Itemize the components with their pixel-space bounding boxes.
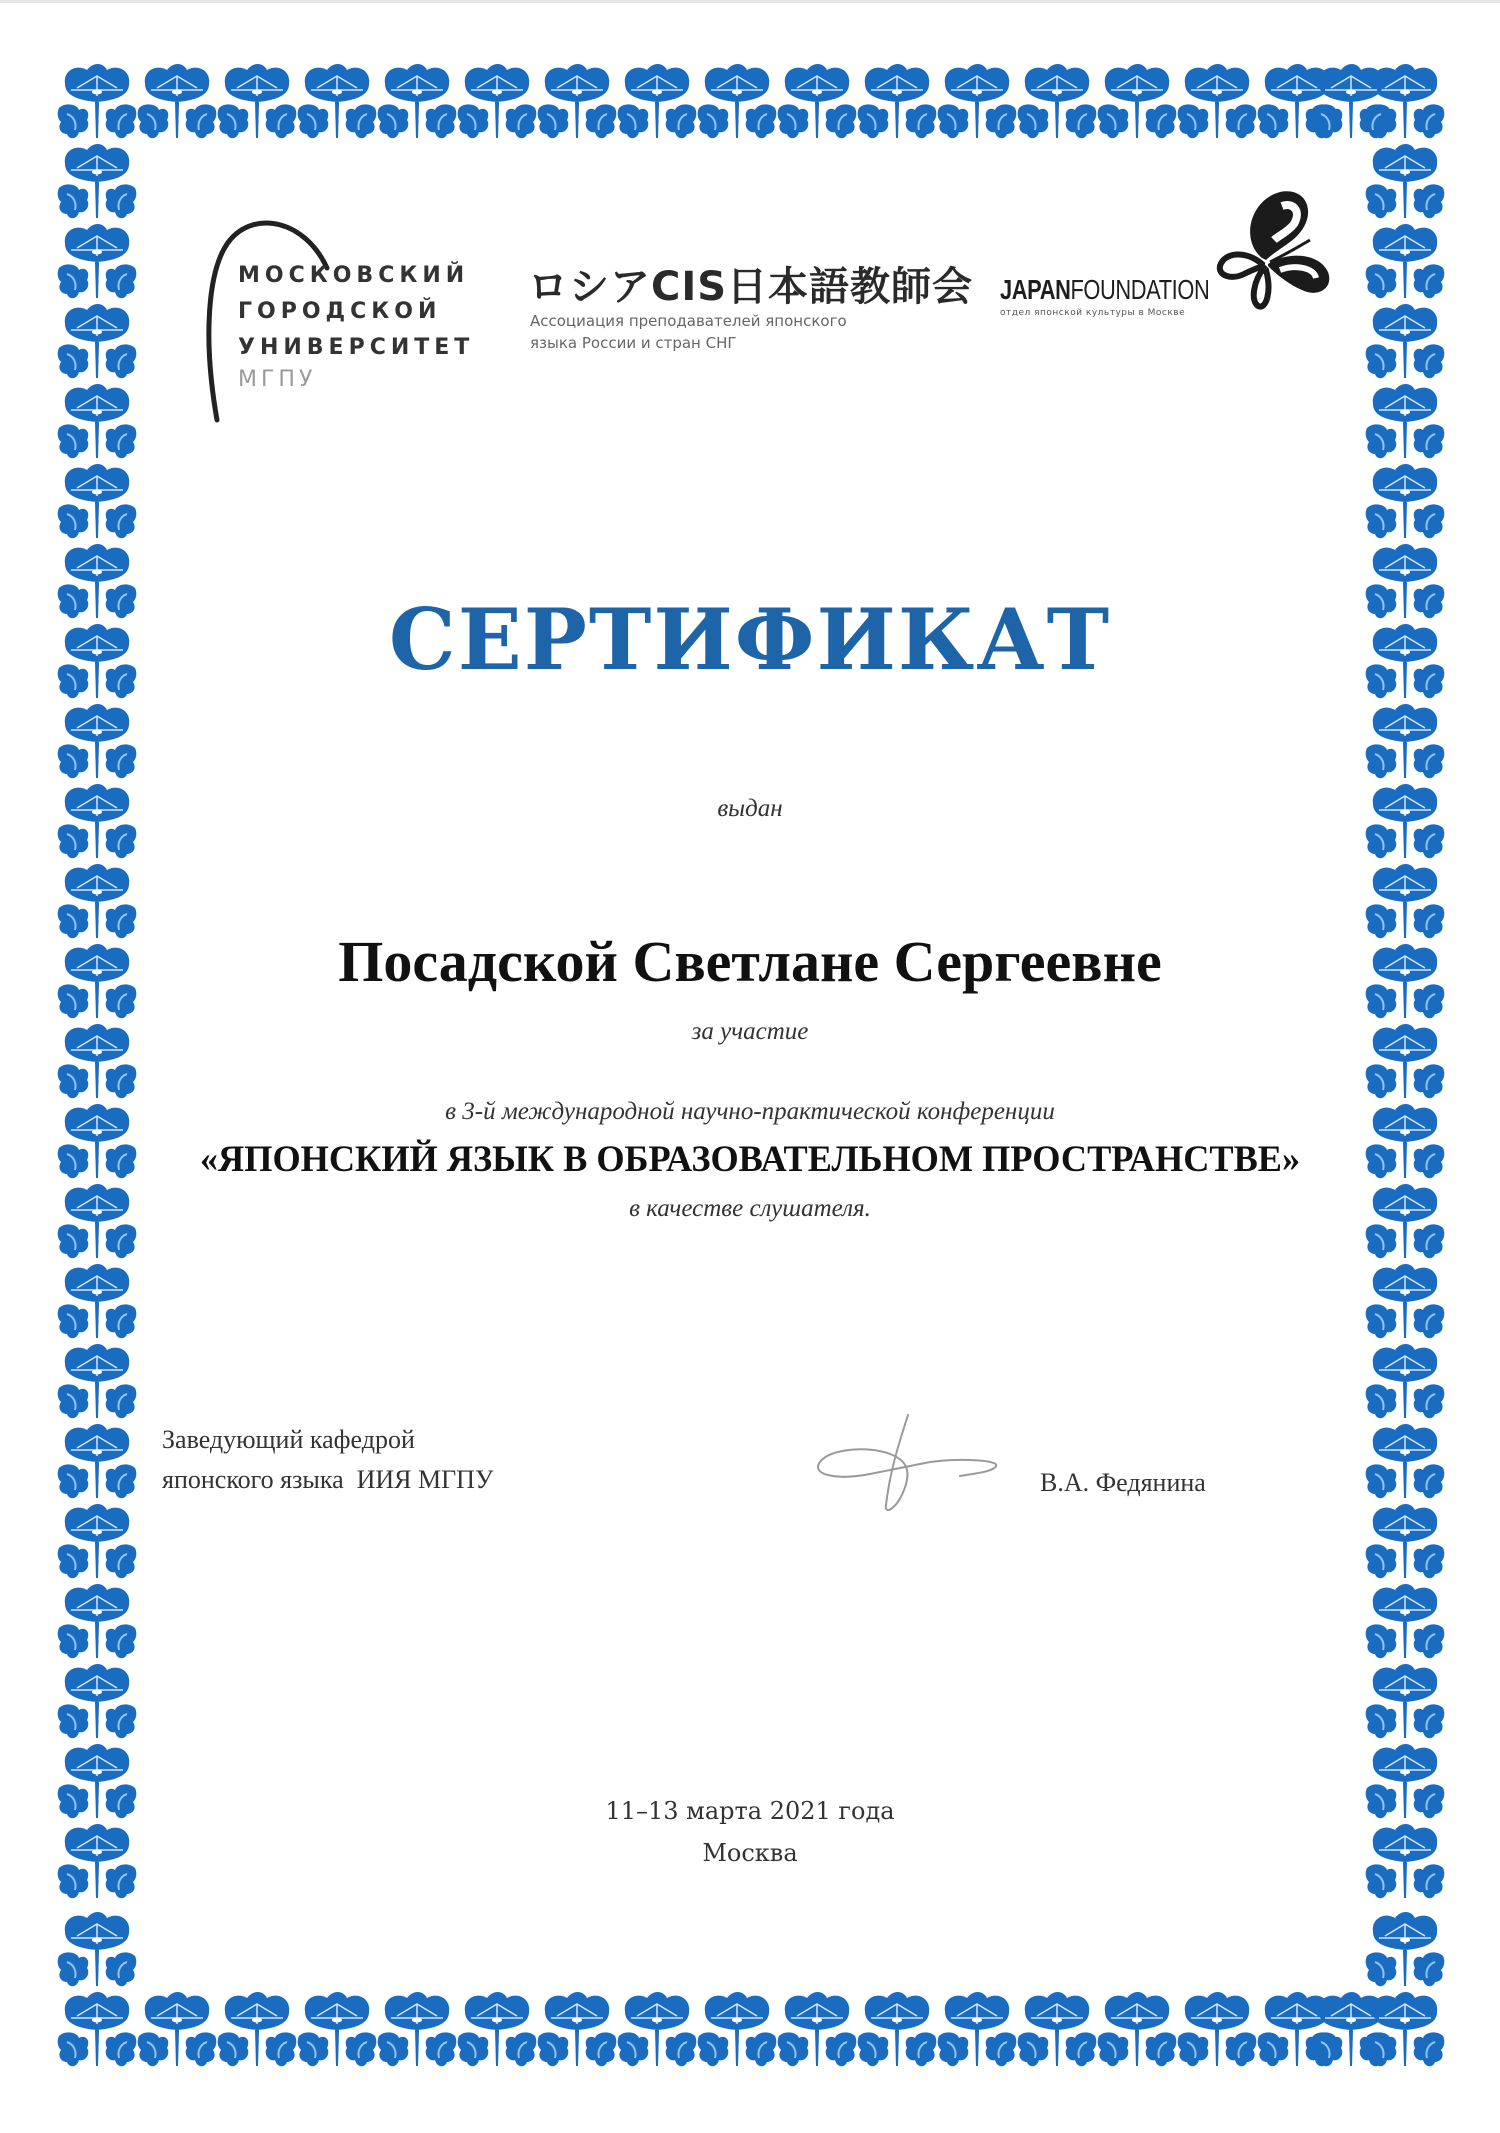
position-line-1: Заведующий кафедрой [162, 1425, 415, 1454]
signature-icon [800, 1410, 1020, 1520]
rosia-cis-russian [530, 310, 847, 354]
butterfly-icon [1210, 180, 1340, 315]
signatory-position [162, 1420, 493, 1500]
jf-name-light: FOUNDATION [1070, 274, 1210, 305]
certificate-title: СЕРТИФИКАТ [388, 590, 1112, 689]
jf-name-bold: JAPAN [1000, 274, 1071, 305]
rosia-cis-line-1: Ассоциация преподавателей японского [530, 312, 847, 330]
border-bottom-row [58, 1992, 1445, 2066]
event-intro: в 3-й международной научно-практической конференции [445, 1098, 1055, 1125]
japan-foundation-subtitle: отдел японской культуры в Москве [1000, 308, 1186, 318]
border-top-row [58, 64, 1445, 138]
issued-label: выдан [717, 795, 783, 822]
mgpu-abbr: МГПУ [238, 367, 317, 392]
recipient-name: Посадской Светлане Сергеевне [338, 929, 1162, 994]
event-title: «ЯПОНСКИЙ ЯЗЫК В ОБРАЗОВАТЕЛЬНОМ ПРОСТРАНСТВЕ» [199, 1139, 1301, 1180]
signer-name: В.А. Федянина [1040, 1468, 1206, 1497]
mgpu-line-3: УНИВЕРСИТЕТ [238, 335, 475, 360]
event-city: Москва [702, 1839, 798, 1867]
participant-role: в качестве слушателя. [629, 1195, 871, 1222]
for-label: за участие [691, 1018, 809, 1045]
japan-foundation-name [1000, 274, 1209, 306]
border-left-column [58, 144, 137, 1986]
mgpu-line-2: ГОРОДСКОЙ [238, 299, 442, 324]
position-line-2: японского языка ИИЯ МГПУ [162, 1465, 494, 1494]
mgpu-name [238, 258, 474, 394]
event-date-location [0, 1790, 1500, 1874]
event-date: 11–13 марта 2021 года [605, 1797, 895, 1825]
border-right-column [1366, 144, 1445, 1986]
mgpu-line-1: МОСКОВСКИЙ [238, 263, 470, 288]
rosia-cis-line-2: языка России и стран СНГ [530, 334, 737, 352]
rosia-cis-japanese: ロシアCIS日本語教師会 [528, 264, 974, 310]
